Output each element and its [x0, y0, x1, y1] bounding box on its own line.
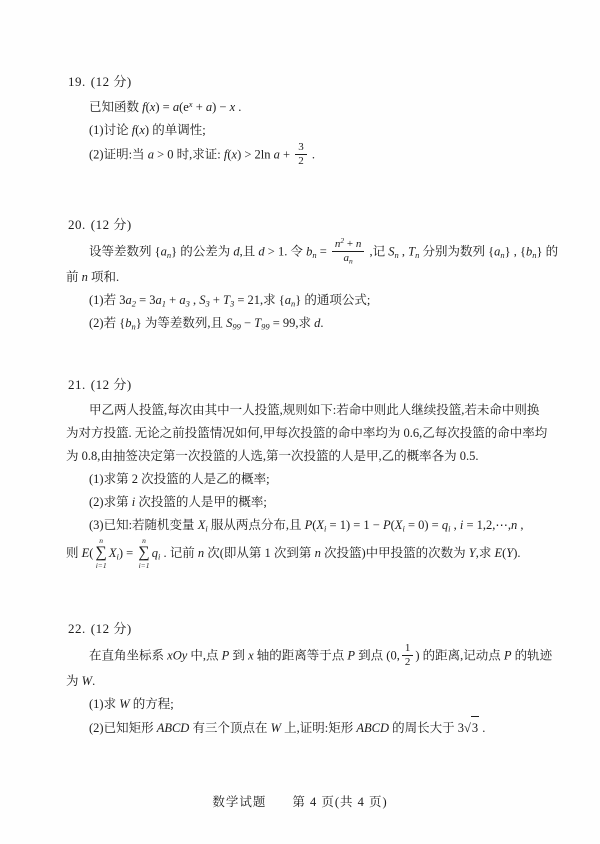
text-run: ) 的单调性; [144, 123, 206, 137]
problem-line [66, 643, 556, 670]
text-run: 的轨迹 [511, 648, 553, 663]
problem-line [66, 236, 559, 266]
text-run: (2)证明:当 [89, 147, 148, 162]
math-variable: ABCD [356, 721, 390, 735]
text-run: ,记 [366, 244, 389, 259]
text-run: 中,点 [187, 648, 222, 663]
text-run: (1)求第 2 次投篮的人是乙的概率; [89, 472, 270, 486]
math-variable: i [459, 518, 464, 532]
math-variable: n [197, 545, 205, 560]
math-superscript: 2 [340, 236, 345, 245]
problem-line [66, 491, 556, 514]
math-subscript: n [394, 249, 399, 260]
problem-header [66, 213, 556, 236]
text-run: , [450, 518, 460, 532]
text-run: (2)若 { [89, 316, 126, 330]
text-run: > 1. 令 [264, 244, 307, 259]
math-variable: f [223, 147, 228, 162]
text-run: ) = [155, 100, 173, 114]
problem-line [66, 670, 556, 693]
text-run: 2 [298, 155, 304, 167]
radicand [471, 716, 479, 740]
text-run: 3 [471, 721, 479, 735]
math-variable: q [151, 545, 158, 560]
math-variable: x [231, 147, 238, 162]
math-variable: b [525, 244, 533, 259]
math-variable: n [81, 270, 88, 284]
math-variable: b [306, 244, 313, 259]
text-run: 次(即从第 1 次到第 [204, 545, 315, 560]
math-variable: X [316, 518, 325, 532]
page-footer [0, 792, 600, 810]
text-run: 甲乙两人投篮,每次由其中一人投篮,规则如下:若命中则此人继续投篮,若未命中则换 [89, 403, 540, 417]
text-run: = [316, 244, 330, 259]
text-run: , [398, 244, 409, 259]
math-variable: x [229, 100, 236, 114]
text-run: 为 0.8,由抽签决定第一次投篮的人选,第一次投篮的人是甲,乙的概率各为 0.5. [66, 449, 479, 463]
problem-line [66, 537, 556, 571]
text-run: . [479, 721, 486, 735]
text-run: + [279, 147, 294, 162]
text-run: , [189, 293, 200, 307]
math-subscript: i [205, 523, 208, 534]
problem-line [66, 716, 556, 740]
text-run: + [344, 238, 356, 250]
math-subscript: i [324, 523, 327, 534]
text-run: ). [513, 545, 521, 560]
fraction-denominator [295, 155, 307, 168]
page-number: 第 4 页(共 4 页) [292, 795, 388, 809]
text-run: 前 [66, 270, 82, 284]
problem-line [66, 693, 556, 716]
radical-sign: √ [464, 721, 471, 735]
text-run: 轴的距离等于点 [253, 648, 348, 663]
text-run: ) 的距离,记动点 [415, 648, 504, 663]
math-variable: E [494, 545, 503, 560]
text-run: 3 [298, 141, 304, 153]
text-run: ) > 2ln [237, 147, 274, 162]
problem-19 [66, 70, 556, 169]
math-subscript: n [291, 298, 296, 309]
summation-upper-limit: n [142, 536, 146, 545]
text-run: 项和. [87, 270, 120, 284]
math-variable: a [273, 147, 280, 162]
math-variable: xOy [167, 648, 188, 663]
text-run: (e [179, 100, 189, 114]
text-run: ,且 [239, 244, 259, 259]
sigma-symbol: ∑ [138, 544, 150, 561]
math-subscript: 2 [131, 298, 136, 309]
text-run: = 3 [135, 293, 156, 307]
math-variable: n [355, 238, 362, 250]
math-subscript: i [158, 551, 161, 562]
text-run: 的方程; [129, 697, 174, 711]
math-variable: a [494, 244, 501, 259]
text-run: = 0) = [404, 518, 442, 532]
math-subscript: 99 [261, 321, 270, 332]
problem-line [66, 399, 556, 422]
math-variable: E [81, 545, 90, 560]
text-run: , [517, 518, 524, 532]
problem-line [66, 142, 556, 169]
math-variable: x [149, 100, 156, 114]
problem-21 [66, 373, 556, 571]
math-subscript: n [532, 249, 537, 260]
math-variable: X [394, 518, 403, 532]
math-fraction [402, 642, 414, 669]
text-run: 2 [404, 656, 411, 668]
text-run: (2)求第 [89, 495, 132, 509]
text-run: ) = [118, 545, 137, 560]
summation-operator [138, 536, 149, 570]
math-variable: a [172, 100, 180, 114]
math-variable: q [441, 518, 449, 532]
text-run: 设等差数列 { [89, 244, 161, 259]
text-run: 1 [404, 642, 411, 654]
problem-20 [66, 213, 559, 335]
math-variable: n [334, 238, 341, 250]
text-run: 则 [66, 545, 82, 560]
fraction-denominator [402, 656, 414, 669]
text-run: 次投篮)中甲投篮的次数为 [320, 545, 469, 560]
math-variable: a [284, 293, 292, 307]
text-run: ( [89, 545, 94, 560]
math-variable: a [155, 293, 162, 307]
text-run: = 21,求 { [234, 293, 285, 307]
document-title: 数学试题 [212, 795, 267, 809]
text-run: 有三个顶点在 [189, 721, 271, 735]
problem-header [66, 70, 556, 93]
text-run: } , { [504, 244, 526, 259]
text-run: 为对方投篮. 无论之前投篮情况如何,甲每次投篮的命中率均为 0.6,乙每次投篮的命中率均 [66, 426, 548, 440]
math-variable: Y [468, 545, 476, 560]
problem-score: (12 分) [90, 217, 132, 232]
math-subscript: 99 [232, 321, 241, 332]
math-subscript: 3 [229, 298, 235, 309]
math-superscript: x [188, 99, 193, 109]
text-run: ( [227, 147, 232, 162]
math-variable: P [304, 518, 313, 532]
text-run: } 的公差为 [171, 244, 234, 259]
math-variable: d [314, 316, 321, 330]
text-run: . [235, 100, 242, 114]
problem-header [66, 617, 556, 640]
square-root [464, 716, 479, 740]
math-variable: X [108, 545, 117, 560]
math-variable: x [248, 648, 254, 663]
summation-lower-limit: i=1 [138, 561, 150, 570]
math-variable: T [254, 316, 262, 330]
math-variable: P [347, 648, 356, 663]
math-variable: S [199, 293, 206, 307]
text-run: + [192, 100, 206, 114]
text-run: + [166, 293, 180, 307]
math-variable: f [142, 100, 146, 114]
math-variable: P [503, 648, 512, 663]
problem-number: 21. [68, 377, 86, 392]
problem-line [66, 289, 556, 312]
math-variable: W [270, 721, 282, 735]
math-subscript: n [500, 249, 505, 260]
text-run: ( [312, 518, 317, 532]
text-run: − [240, 316, 255, 330]
math-subscript: n [131, 321, 136, 332]
problem-line [66, 266, 556, 289]
problem-header [66, 373, 556, 396]
fraction-numerator [295, 141, 307, 155]
problem-22 [66, 617, 556, 740]
math-variable: f [131, 123, 136, 137]
math-variable: d [258, 244, 265, 259]
problem-line [66, 422, 556, 445]
text-run: > 0 时,求证: [153, 147, 224, 162]
text-run: 在直角坐标系 [89, 648, 168, 663]
problem-line [66, 119, 556, 142]
math-fraction [332, 238, 364, 265]
problem-line [66, 96, 556, 119]
text-run: (2)已知矩形 [89, 721, 157, 735]
math-subscript: n [349, 256, 353, 266]
math-subscript: 1 [161, 298, 167, 309]
text-run: 到点 (0, [355, 648, 400, 663]
text-run: (1)求 [89, 697, 120, 711]
math-variable: i [131, 495, 136, 509]
text-run: 到 [229, 648, 249, 663]
text-run: 次投篮的人是甲的概率; [135, 495, 267, 509]
fraction-numerator [402, 642, 414, 656]
text-run: } 为等差数列,且 [135, 316, 227, 330]
text-run: 上,证明:矩形 [281, 721, 357, 735]
math-variable: a [343, 252, 349, 264]
text-run: (1)讨论 [89, 123, 132, 137]
math-variable: T [408, 244, 416, 259]
problem-score: (12 分) [90, 377, 132, 392]
text-run: 已知函数 [89, 100, 143, 114]
sigma-symbol: ∑ [95, 544, 107, 561]
math-variable: X [197, 518, 206, 532]
math-variable: W [81, 674, 93, 688]
text-run: . [92, 674, 96, 688]
math-variable: x [139, 123, 145, 137]
problem-number: 22. [68, 621, 86, 636]
math-subscript: i [402, 523, 405, 534]
math-subscript: i [448, 523, 451, 534]
math-subscript: n [312, 249, 317, 260]
text-run: 的周长大于 3 [389, 721, 465, 735]
math-fraction [295, 141, 307, 168]
text-run: } 的 [536, 244, 559, 259]
text-run: = 1) = 1 − [326, 518, 383, 532]
problem-line [66, 312, 556, 335]
problem-number: 19. [68, 74, 86, 89]
problem-number: 20. [68, 217, 86, 232]
text-run: = 99,求 [269, 316, 315, 330]
text-run: ( [390, 518, 395, 532]
problem-score: (12 分) [90, 621, 132, 636]
math-variable: a [205, 100, 213, 114]
text-run: . [308, 147, 315, 162]
text-run: . 记前 [160, 545, 198, 560]
text-run: . [320, 316, 324, 330]
math-variable: d [233, 244, 240, 259]
text-run: ( [502, 545, 507, 560]
problem-score: (12 分) [90, 74, 132, 89]
summation-upper-limit: n [99, 536, 104, 545]
text-run: ( [145, 100, 150, 114]
problems-container [66, 70, 559, 740]
math-variable: Y [506, 545, 514, 560]
math-variable: a [179, 293, 186, 307]
problem-line [66, 445, 556, 468]
math-variable: T [223, 293, 230, 307]
math-variable: S [226, 316, 233, 330]
problem-line [66, 468, 556, 491]
text-run: ) − [212, 100, 230, 114]
text-run: ,求 [475, 545, 495, 560]
text-run: } 的通项公式; [295, 293, 371, 307]
text-run: (1)若 3 [89, 293, 126, 307]
math-subscript: 3 [185, 298, 190, 309]
math-subscript: i [116, 551, 119, 562]
math-variable: a [147, 147, 154, 162]
math-variable: b [125, 316, 132, 330]
math-variable: W [119, 697, 130, 711]
math-variable: a [125, 293, 132, 307]
math-variable: P [382, 518, 391, 532]
text-run: 服从两点分布,且 [207, 518, 305, 532]
math-subscript: n [415, 249, 420, 260]
math-subscript: 3 [205, 298, 210, 309]
summation-operator [95, 536, 106, 570]
math-variable: n [511, 518, 518, 532]
text-run: 分别为数列 { [419, 244, 495, 259]
text-run: + [209, 293, 224, 307]
text-run: 为 [66, 674, 82, 688]
text-run: (3)已知:若随机变量 [89, 518, 198, 532]
problem-line [66, 514, 556, 537]
fraction-numerator [332, 238, 364, 252]
math-variable: ABCD [156, 721, 190, 735]
math-variable: a [160, 244, 167, 259]
math-variable: n [314, 545, 321, 560]
math-variable: S [388, 244, 395, 259]
text-run: = 1,2,⋯, [463, 518, 511, 532]
text-run: ( [135, 123, 140, 137]
summation-lower-limit: i=1 [95, 561, 107, 570]
fraction-denominator [332, 252, 364, 265]
math-variable: P [221, 648, 230, 663]
math-subscript: n [166, 249, 172, 260]
